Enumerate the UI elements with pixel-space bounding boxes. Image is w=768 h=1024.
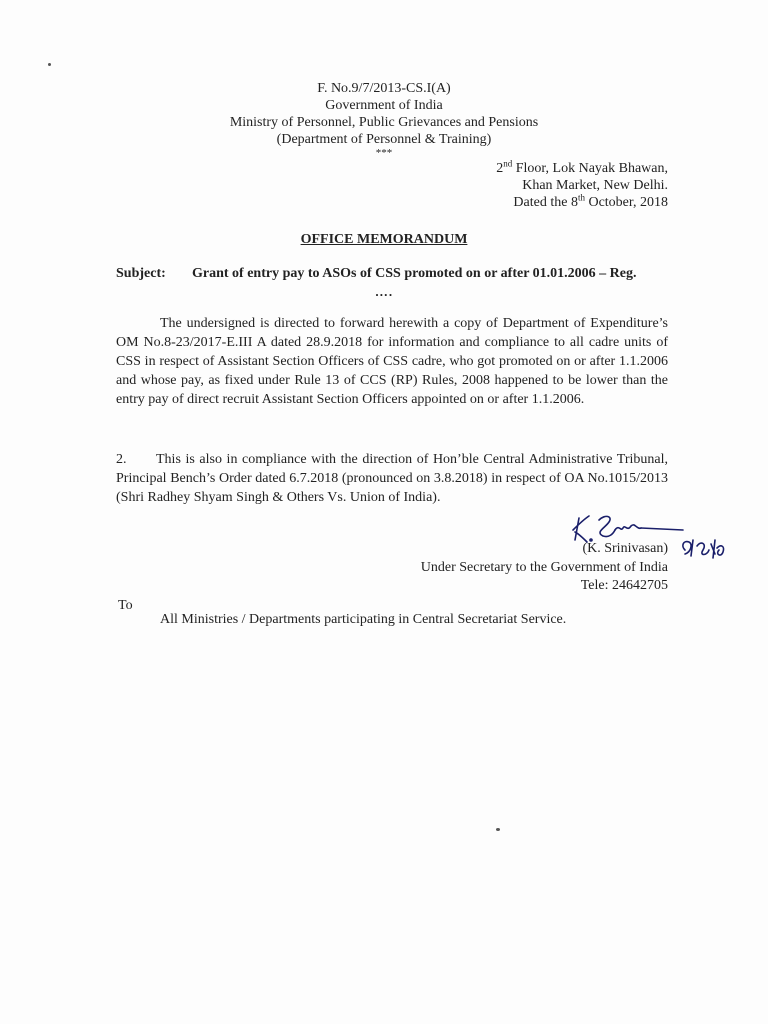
- paragraph-2-number: 2.: [116, 452, 127, 467]
- ministry-name: Ministry of Personnel, Public Grievances and Pensions: [229, 115, 539, 130]
- department-name: (Department of Personnel & Training): [276, 132, 492, 147]
- subject-text: Grant of entry pay to ASOs of CSS promoted on or after 01.01.2006 – Reg.: [192, 266, 637, 281]
- address-floor: 2nd Floor, Lok Nayak Bhawan,: [496, 158, 668, 176]
- to-label: To: [118, 598, 133, 613]
- signatory-telephone: Tele: 24642705: [580, 578, 668, 593]
- paragraph-2: [116, 450, 668, 507]
- file-number: F. No.9/7/2013-CS.I(A): [317, 81, 451, 96]
- government-name: Government of India: [325, 98, 443, 113]
- scan-speck: [48, 63, 51, 66]
- subject-separator: ….: [374, 284, 394, 299]
- scan-speck: [496, 828, 500, 831]
- paragraph-1: The undersigned is directed to forward herewith a copy of Department of Expenditure’s OM No.8-23/2017-E.III A dated 28.9.2018 for information and compliance to all cadre units of CSS in respect of Assistant Section Officers of CSS cadre, who got promoted on or after 1.1.2006 and whose pay, as fixed under Rule 13 of CCS (RP) Rules, 2008 happened to be lower than the entry pay of direct recruit Assistant Section Officers appointed on or after 1.1.2006.: [116, 316, 668, 407]
- signatory-name: (K. Srinivasan): [582, 541, 668, 556]
- letterhead: [0, 80, 768, 158]
- office-address: [496, 160, 668, 211]
- signatory-designation: Under Secretary to the Government of India: [420, 560, 668, 575]
- subject-label: Subject:: [116, 266, 166, 281]
- memo-date: Dated the 8th October, 2018: [513, 192, 668, 210]
- memo-title: OFFICE MEMORANDUM: [300, 232, 468, 247]
- subject-line: [116, 266, 676, 282]
- address-locality: Khan Market, New Delhi.: [522, 178, 668, 193]
- header-separator: ***: [375, 147, 393, 159]
- paragraph-2-text: This is also in compliance with the direction of Hon’ble Central Administrative Tribunal, Principal Bench’s Order dated 6.7.2018 (pronounced on 3.8.2018) in respect of OA No.1015/2013 (Shri Radhey Shyam Singh & Others Vs. Union of India).: [116, 452, 668, 505]
- addressee: All Ministries / Departments participating in Central Secretariat Service.: [160, 612, 567, 627]
